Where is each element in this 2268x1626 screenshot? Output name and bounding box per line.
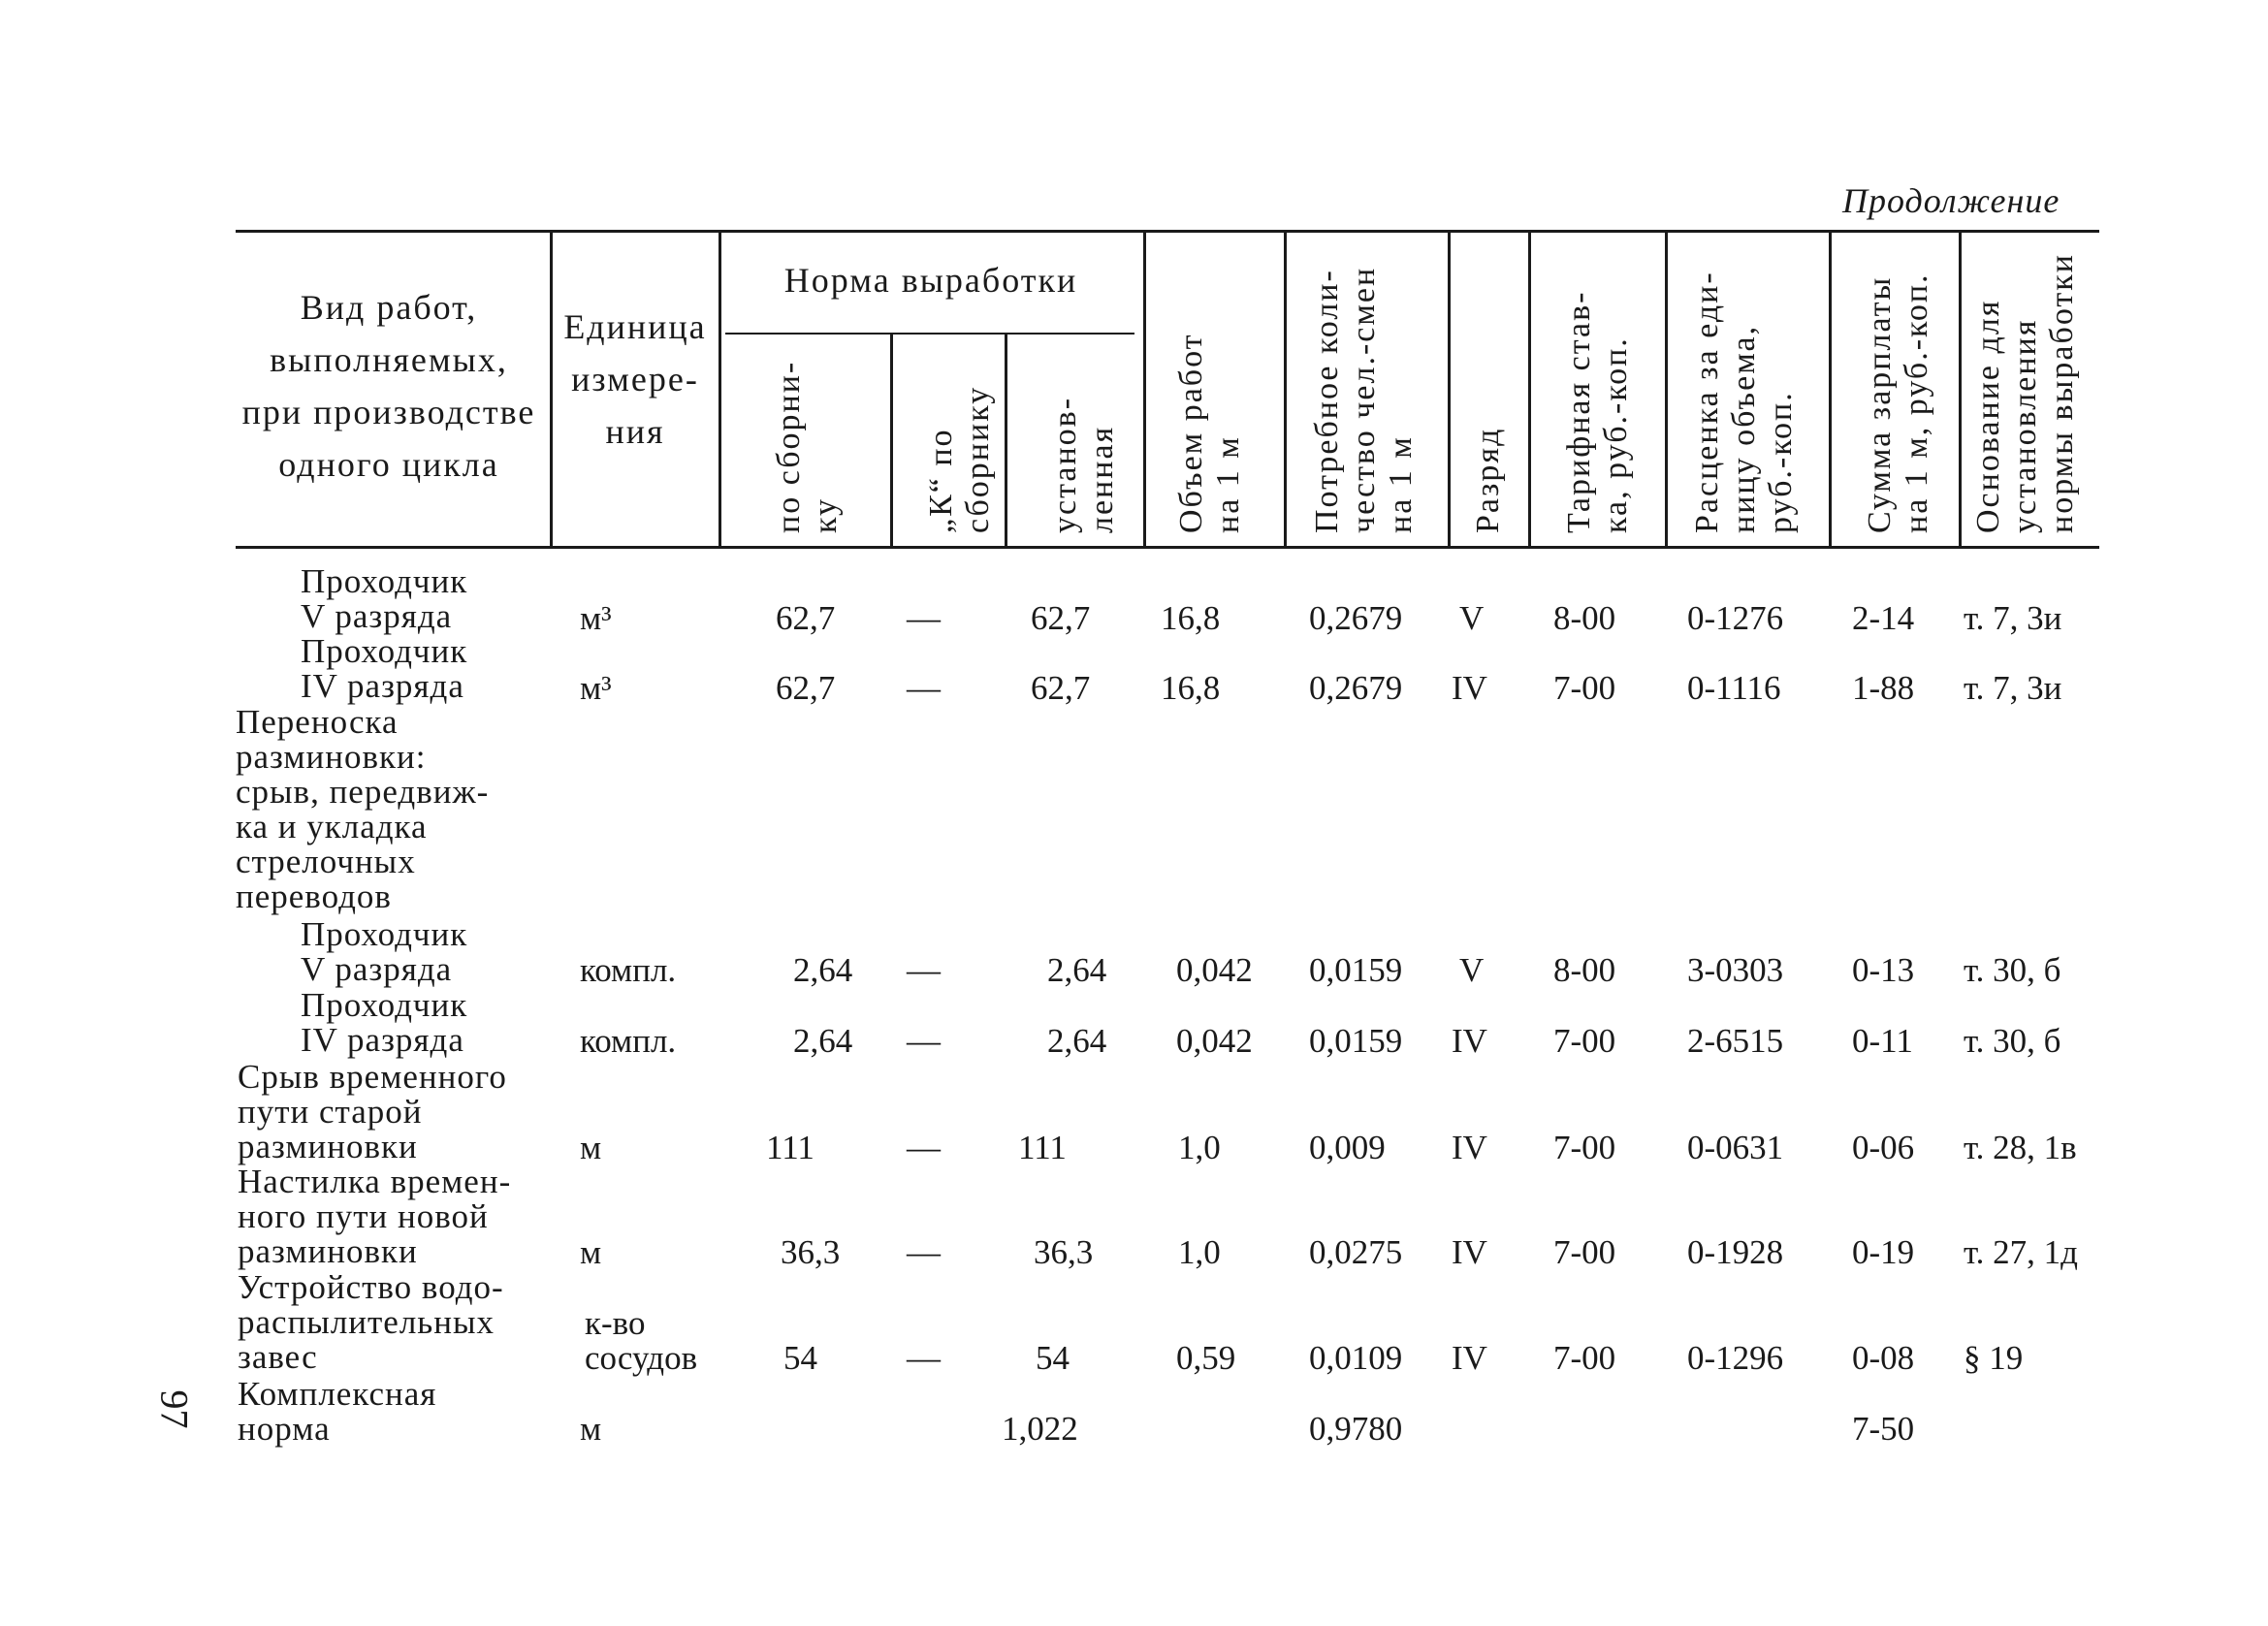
row-k: — xyxy=(907,951,941,989)
row-sum: 0-11 xyxy=(1852,1022,1913,1060)
row-k: — xyxy=(907,1129,941,1166)
row-grade: IV xyxy=(1452,1339,1487,1377)
row-established: 54 xyxy=(1036,1339,1070,1377)
header-norm-collection: по сборни- ку xyxy=(771,360,844,533)
col-divider xyxy=(1005,333,1007,546)
row-grade: V xyxy=(1459,599,1485,637)
row-k: — xyxy=(907,1339,941,1377)
row-k: — xyxy=(907,1022,941,1060)
row-rate: 0-1928 xyxy=(1687,1233,1784,1271)
header-required-shifts: Потребное коли- чество чел.-смен на 1 м xyxy=(1309,266,1419,533)
row-norm: 36,3 xyxy=(781,1233,841,1271)
col-divider xyxy=(1448,230,1451,546)
row-unit: м xyxy=(580,1233,602,1271)
row-basis: т. 30, б xyxy=(1964,951,2061,989)
header-bottom-rule xyxy=(236,546,2099,549)
row-work: Проходчик V разряда xyxy=(301,562,468,635)
row-basis: т. 28, 1в xyxy=(1964,1129,2077,1166)
row-established: 2,64 xyxy=(1047,951,1107,989)
row-volume: 0,59 xyxy=(1176,1339,1236,1377)
page-number: 97 xyxy=(152,1389,197,1429)
row-work: Настилка времен- ного пути новой разминовки xyxy=(238,1163,512,1270)
row-basis: т. 27, 1д xyxy=(1964,1233,2078,1271)
row-shifts: 0,2679 xyxy=(1309,669,1403,707)
row-unit: к-во сосудов xyxy=(585,1304,698,1377)
row-work: Устройство водо- распылительных завес xyxy=(238,1268,504,1376)
row-tariff: 7-00 xyxy=(1553,1129,1616,1166)
row-shifts: 0,0275 xyxy=(1309,1233,1403,1271)
row-basis: т. 7, 3и xyxy=(1964,669,2062,707)
row-k: — xyxy=(907,599,941,637)
row-sum: 7-50 xyxy=(1852,1410,1915,1448)
header-tariff-rate: Тарифная став- ка, руб.-коп. xyxy=(1561,290,1634,533)
header-unit: Единица измере- ния xyxy=(563,307,707,451)
row-norm: 2,64 xyxy=(793,1022,853,1060)
row-work: Проходчик IV разряда xyxy=(301,632,468,705)
row-tariff: 7-00 xyxy=(1553,1339,1616,1377)
row-shifts: 0,0109 xyxy=(1309,1339,1403,1377)
row-tariff: 7-00 xyxy=(1553,669,1616,707)
row-rate: 3-0303 xyxy=(1687,951,1784,989)
header-grade: Разряд xyxy=(1470,427,1506,533)
header-work-type: Вид работ, выполняемых, при производстве одного цикла xyxy=(241,288,536,484)
row-unit: м³ xyxy=(580,599,612,637)
row-grade: V xyxy=(1459,951,1485,989)
row-tariff: 8-00 xyxy=(1553,599,1616,637)
col-divider xyxy=(1829,230,1832,546)
row-norm: 2,64 xyxy=(793,951,853,989)
row-shifts: 0,0159 xyxy=(1309,951,1403,989)
row-work: Проходчик IV разряда xyxy=(301,986,468,1059)
row-grade: IV xyxy=(1452,1129,1487,1166)
row-work: Переноска разминовки: срыв, передвиж- ка и укладка стрелочных переводов xyxy=(236,703,490,915)
row-established: 62,7 xyxy=(1031,599,1091,637)
header-norm-group: Норма выработки xyxy=(783,261,1078,300)
row-k: — xyxy=(907,1233,941,1271)
norm-group-rule xyxy=(725,333,1134,335)
continuation-label: Продолжение xyxy=(1842,181,2060,220)
header-volume: Объем работ на 1 м xyxy=(1173,333,1246,533)
row-norm: 111 xyxy=(766,1129,815,1166)
row-tariff: 7-00 xyxy=(1553,1233,1616,1271)
header-unit-rate: Расценка за еди- ницу объема, руб.-коп. xyxy=(1689,271,1799,533)
row-work: Срыв временного пути старой разминовки xyxy=(238,1058,507,1165)
row-established: 62,7 xyxy=(1031,669,1091,707)
row-shifts: 0,9780 xyxy=(1309,1410,1403,1448)
col-divider xyxy=(1959,230,1962,546)
row-sum: 2-14 xyxy=(1852,599,1915,637)
row-grade: IV xyxy=(1452,1022,1487,1060)
row-volume: 1,0 xyxy=(1178,1233,1221,1271)
row-norm: 62,7 xyxy=(776,599,836,637)
row-unit: м xyxy=(580,1129,602,1166)
col-divider xyxy=(1284,230,1287,546)
row-rate: 0-1276 xyxy=(1687,599,1784,637)
row-volume: 0,042 xyxy=(1176,1022,1253,1060)
row-volume: 16,8 xyxy=(1161,599,1221,637)
row-tariff: 8-00 xyxy=(1553,951,1616,989)
row-norm: 62,7 xyxy=(776,669,836,707)
header-norm-established: установ- ленная xyxy=(1047,396,1120,533)
row-norm: 54 xyxy=(783,1339,817,1377)
row-sum: 0-06 xyxy=(1852,1129,1915,1166)
row-shifts: 0,009 xyxy=(1309,1129,1386,1166)
header-wage-sum: Сумма зарплаты на 1 м, руб.-коп. xyxy=(1862,272,1934,533)
row-sum: 0-13 xyxy=(1852,951,1915,989)
row-tariff: 7-00 xyxy=(1553,1022,1616,1060)
row-unit: компл. xyxy=(580,951,677,989)
row-k: — xyxy=(907,669,941,707)
row-rate: 0-1116 xyxy=(1687,669,1781,707)
row-work: Проходчик V разряда xyxy=(301,915,468,988)
row-sum: 0-19 xyxy=(1852,1233,1915,1271)
row-unit: компл. xyxy=(580,1022,677,1060)
row-volume: 1,022 xyxy=(1002,1410,1078,1448)
row-sum: 1-88 xyxy=(1852,669,1915,707)
row-shifts: 0,0159 xyxy=(1309,1022,1403,1060)
row-established: 2,64 xyxy=(1047,1022,1107,1060)
header-k-collection: „К“ по сборнику xyxy=(923,385,996,533)
col-divider xyxy=(1143,230,1146,546)
header-basis: Основание для установления нормы выработки xyxy=(1970,253,2080,533)
row-volume: 16,8 xyxy=(1161,669,1221,707)
row-rate: 0-1296 xyxy=(1687,1339,1784,1377)
row-volume: 1,0 xyxy=(1178,1129,1221,1166)
row-grade: IV xyxy=(1452,1233,1487,1271)
row-established: 111 xyxy=(1018,1129,1067,1166)
row-work: Комплексная норма xyxy=(238,1375,437,1448)
table-top-rule xyxy=(236,230,2099,233)
row-established: 36,3 xyxy=(1034,1233,1094,1271)
col-divider xyxy=(890,333,893,546)
row-rate: 0-0631 xyxy=(1687,1129,1784,1166)
row-unit: м³ xyxy=(580,669,612,707)
row-basis: § 19 xyxy=(1964,1339,2024,1377)
col-divider xyxy=(1528,230,1531,546)
col-divider xyxy=(1665,230,1668,546)
row-volume: 0,042 xyxy=(1176,951,1253,989)
row-rate: 2-6515 xyxy=(1687,1022,1784,1060)
row-shifts: 0,2679 xyxy=(1309,599,1403,637)
row-unit: м xyxy=(580,1410,602,1448)
row-basis: т. 30, б xyxy=(1964,1022,2061,1060)
row-sum: 0-08 xyxy=(1852,1339,1915,1377)
row-basis: т. 7, 3и xyxy=(1964,599,2062,637)
row-grade: IV xyxy=(1452,669,1487,707)
